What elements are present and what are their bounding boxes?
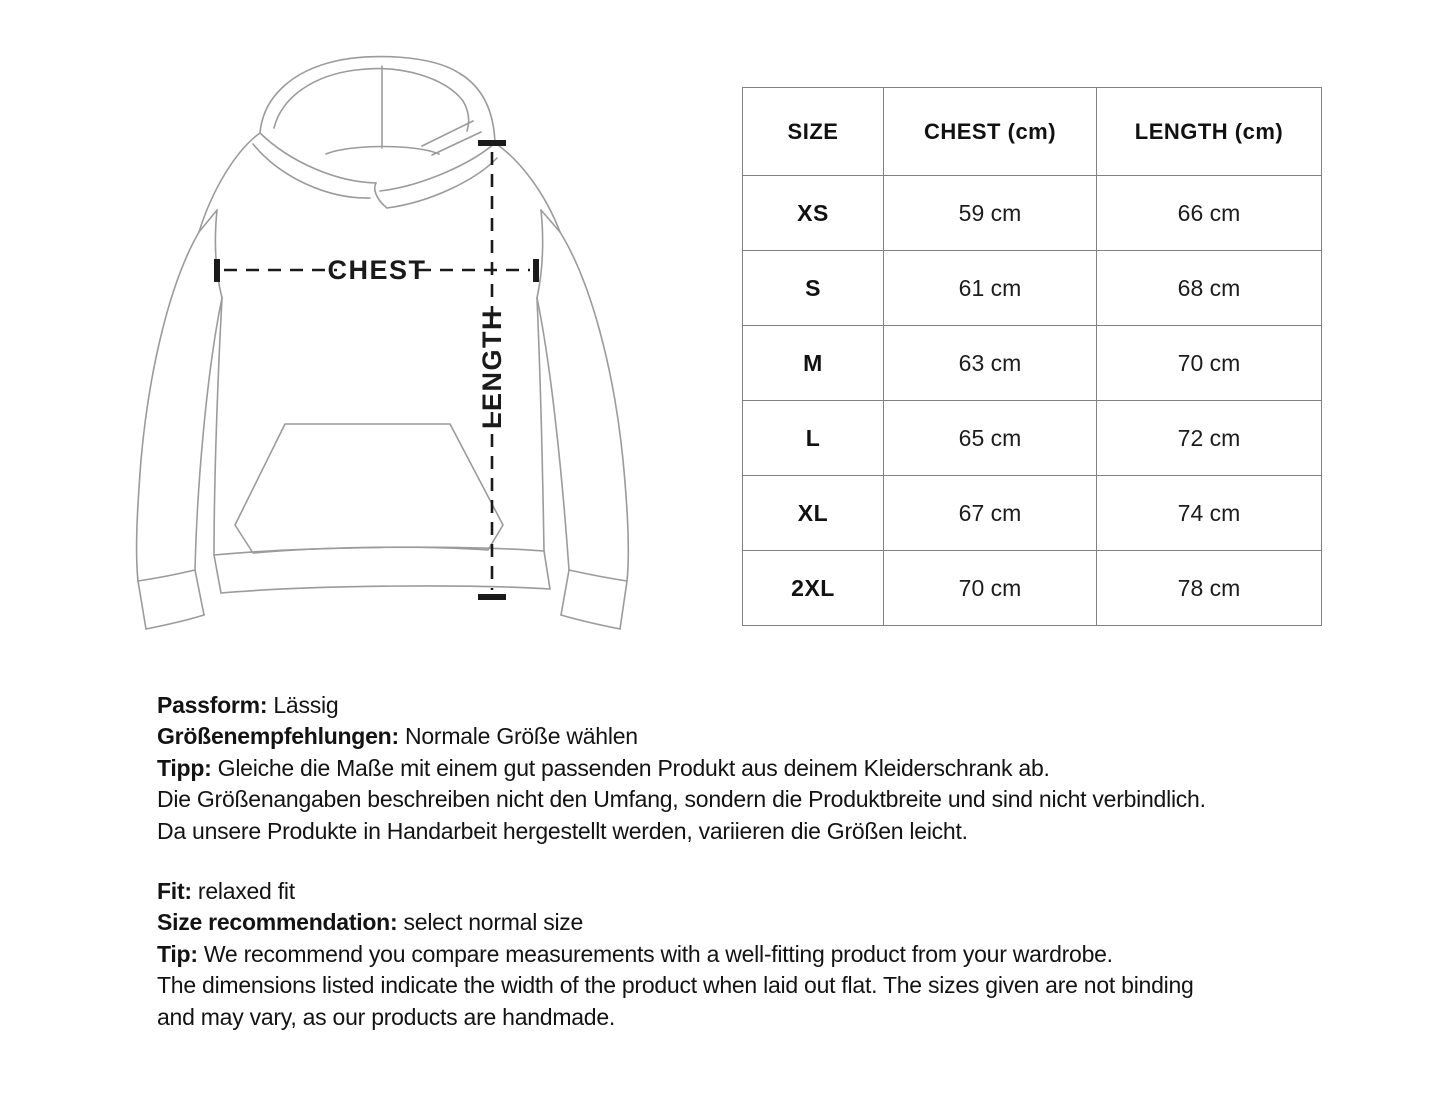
cell-length: 78 cm <box>1097 551 1322 626</box>
notes-german <box>157 690 1357 847</box>
cell-size: L <box>743 401 884 476</box>
note-text: Normale Größe wählen <box>398 723 638 750</box>
hood <box>253 57 497 208</box>
note-line <box>157 721 1357 752</box>
note-text: select normal size <box>397 909 584 936</box>
note-line <box>157 876 1357 907</box>
cell-chest: 61 cm <box>884 251 1097 326</box>
note-label: Fit: <box>157 878 192 904</box>
note-line <box>157 690 1357 721</box>
header-size: SIZE <box>743 88 884 176</box>
table-row <box>743 251 1322 326</box>
table-row <box>743 401 1322 476</box>
header-chest: CHEST (cm) <box>884 88 1097 176</box>
cell-length: 68 cm <box>1097 251 1322 326</box>
note-label: Tipp: <box>157 754 212 781</box>
cell-size: S <box>743 251 884 326</box>
note-text: The dimensions listed indicate the width of the product when laid out flat. The sizes given are not binding <box>157 972 1194 999</box>
note-label: Größenempfehlungen: <box>157 723 399 750</box>
note-line <box>157 816 1357 847</box>
left-sleeve <box>137 232 222 629</box>
cell-size: 2XL <box>743 551 884 626</box>
hoodie-flat-sketch <box>100 40 700 680</box>
cell-size: XL <box>743 476 884 551</box>
note-label: Passform: <box>157 692 268 718</box>
note-text: Lässig <box>267 692 339 718</box>
size-table <box>742 87 1322 626</box>
length-measurement <box>477 143 507 597</box>
note-text: Da unsere Produkte in Handarbeit hergestellt werden, variieren die Größen leicht. <box>157 817 968 844</box>
table-row <box>743 476 1322 551</box>
cell-length: 70 cm <box>1097 326 1322 401</box>
note-label: Tip: <box>157 940 198 967</box>
cell-chest: 63 cm <box>884 326 1097 401</box>
header-length: LENGTH (cm) <box>1097 88 1322 176</box>
cell-chest: 70 cm <box>884 551 1097 626</box>
table-header-row <box>743 88 1322 176</box>
hoodie-measurement-diagram <box>100 40 700 680</box>
cell-size: XS <box>743 176 884 251</box>
notes-english <box>157 876 1357 1033</box>
length-label: LENGTH <box>477 309 507 429</box>
note-line <box>157 784 1357 815</box>
note-line <box>157 1002 1357 1033</box>
note-line <box>157 753 1357 784</box>
note-text: Gleiche die Maße mit einem gut passenden Produkt aus deinem Kleiderschrank ab. <box>211 754 1050 781</box>
table-row <box>743 551 1322 626</box>
note-text: and may vary, as our products are handmade. <box>157 1003 616 1030</box>
note-text: relaxed fit <box>191 878 295 904</box>
table-row <box>743 176 1322 251</box>
right-sleeve <box>537 232 628 629</box>
cell-length: 72 cm <box>1097 401 1322 476</box>
cell-chest: 59 cm <box>884 176 1097 251</box>
cell-chest: 65 cm <box>884 401 1097 476</box>
chest-label: CHEST <box>327 255 427 285</box>
note-text: Die Größenangaben beschreiben nicht den Umfang, sondern die Produktbreite und sind nicht verbindlich. <box>157 786 1206 813</box>
cell-length: 74 cm <box>1097 476 1322 551</box>
note-line <box>157 939 1357 970</box>
table-row <box>743 326 1322 401</box>
note-line <box>157 970 1357 1001</box>
cell-size: M <box>743 326 884 401</box>
cell-chest: 67 cm <box>884 476 1097 551</box>
note-text: We recommend you compare measurements with a well-fitting product from your wardrobe. <box>197 940 1113 967</box>
note-line <box>157 907 1357 938</box>
chest-measurement <box>217 255 536 285</box>
cell-length: 66 cm <box>1097 176 1322 251</box>
note-label: Size recommendation: <box>157 909 398 936</box>
